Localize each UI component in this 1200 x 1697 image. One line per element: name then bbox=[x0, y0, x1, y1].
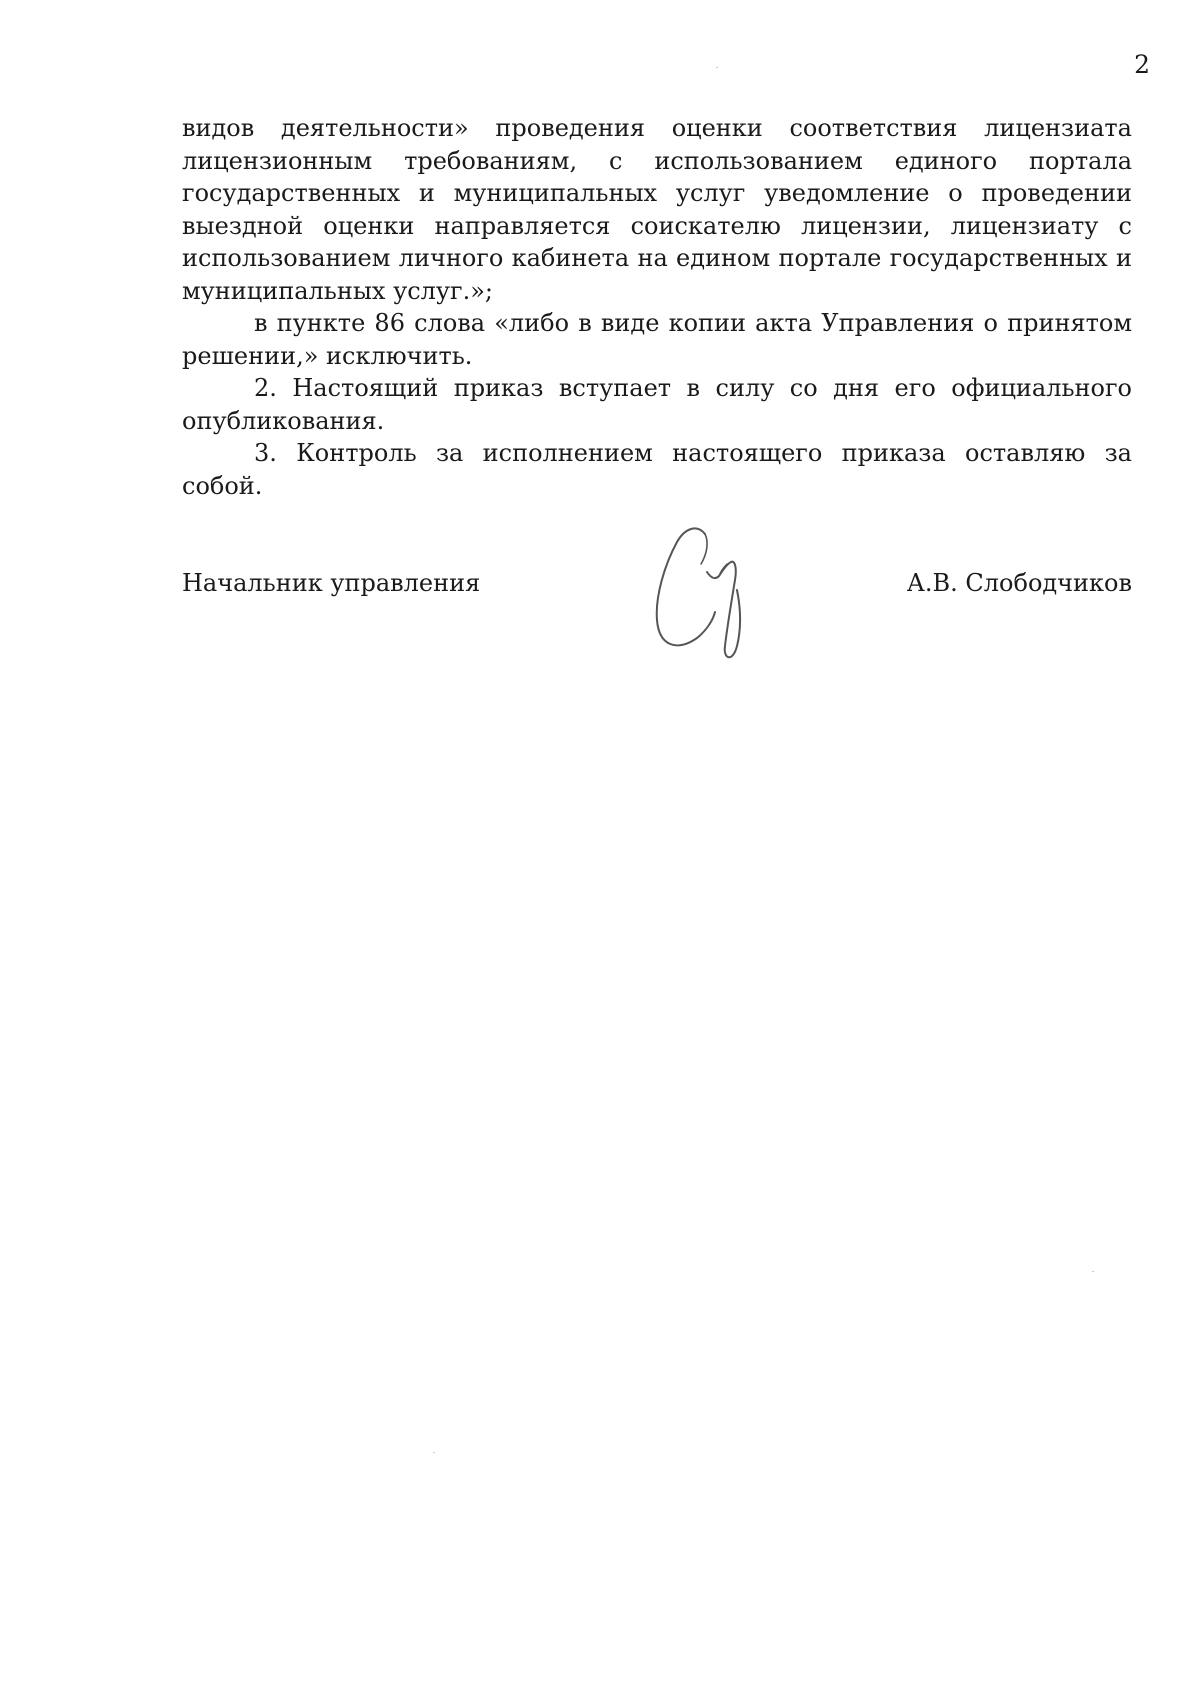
paragraph-continuation: видов деятельности» проведения оценки соответствия лицензиата лицензионным требованиям, с использованием единого портала государственных и муниципальных услуг уведомление о проведении выездной оценки направляется соискателю лицензии, лицензиату с использованием личного кабинета на едином портале государственных и муниципальных услуг.»; bbox=[182, 114, 1132, 305]
paragraph-amendment-item-86: в пункте 86 слова «либо в виде копии акта Управления о принятом решении,» исключить. bbox=[182, 309, 1132, 370]
page-number: 2 bbox=[1134, 50, 1150, 79]
scan-speck bbox=[716, 67, 718, 68]
signature-block bbox=[182, 520, 1132, 670]
paragraph-entry-into-force: 2. Настоящий приказ вступает в силу со дня его официального опубликования. bbox=[182, 374, 1132, 435]
document-body bbox=[182, 112, 1132, 502]
signer-name: А.В. Слободчиков bbox=[906, 569, 1132, 597]
scan-speck bbox=[1092, 1271, 1094, 1272]
position-title: Начальник управления bbox=[182, 569, 481, 597]
scan-speck bbox=[433, 1452, 435, 1453]
handwritten-signature bbox=[647, 520, 787, 670]
paragraph-control: 3. Контроль за исполнением настоящего приказа оставляю за собой. bbox=[182, 439, 1132, 500]
